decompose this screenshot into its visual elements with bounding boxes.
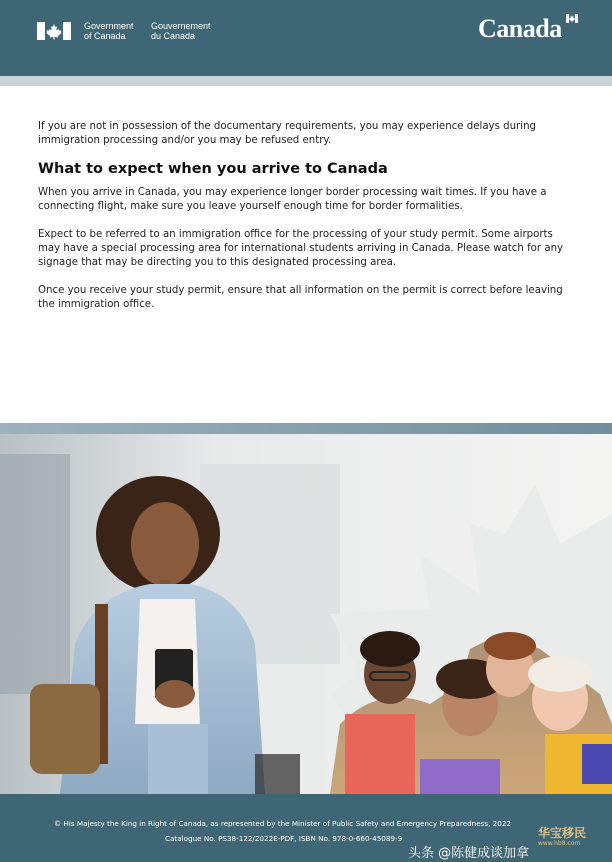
canada-wordmark: Canada — [478, 14, 562, 43]
gov-en-line2: of Canada — [84, 31, 126, 41]
gov-en-line1: Government — [84, 21, 134, 31]
page-header — [0, 0, 612, 76]
paragraph-immigration-office: Expect to be referred to an immigration office for the processing of your study permit. Some airports may have a special processing area for international students arriving in Canada. Please watch for any signage that may be directing you to this designated processing area. — [38, 229, 564, 268]
paragraph-verify-permit: Once you receive your study permit, ensure that all information on the permit is correct before leaving the immigration office. — [38, 285, 563, 310]
gouvernement-du-canada-label — [151, 21, 211, 41]
watermark-logo-url: www.hb8.com — [538, 840, 581, 847]
gov-fr-line2: du Canada — [151, 31, 196, 41]
wordmark-flag-icon — [566, 14, 578, 23]
paragraph-wait-times: When you arrive in Canada, you may experience longer border processing wait times. If you have a connecting flight, make sure you leave yourself enough time for border formalities. — [38, 187, 547, 212]
main-content — [38, 120, 578, 326]
section-heading: What to expect when you arrive to Canada — [38, 161, 388, 177]
catalogue-number: Catalogue No. PS38-122/2022E-PDF, ISBN No. 978-0-660-45089-9 — [165, 834, 403, 843]
canada-flag-icon — [37, 22, 71, 40]
gov-fr-line1: Gouvernement — [151, 21, 211, 31]
entry-requirements-note: If you are not in possession of the documentary requirements, you may experience delays during immigration processing and/or you may be refused entry. — [38, 121, 537, 146]
students-illustration — [0, 434, 612, 794]
watermark-source: 头条 @陈健成谈加拿 — [408, 846, 530, 861]
copyright-notice: © His Majesty the King in Right of Canada, as represented by the Minister of Public Safety and Emergency Preparedness, 2022 — [54, 819, 511, 828]
students-photo — [0, 434, 612, 794]
watermark-logo-text: 华宝移民 — [538, 826, 587, 840]
photo-top-bar — [0, 423, 612, 434]
header-divider — [0, 76, 612, 86]
government-of-canada-label — [84, 21, 134, 41]
